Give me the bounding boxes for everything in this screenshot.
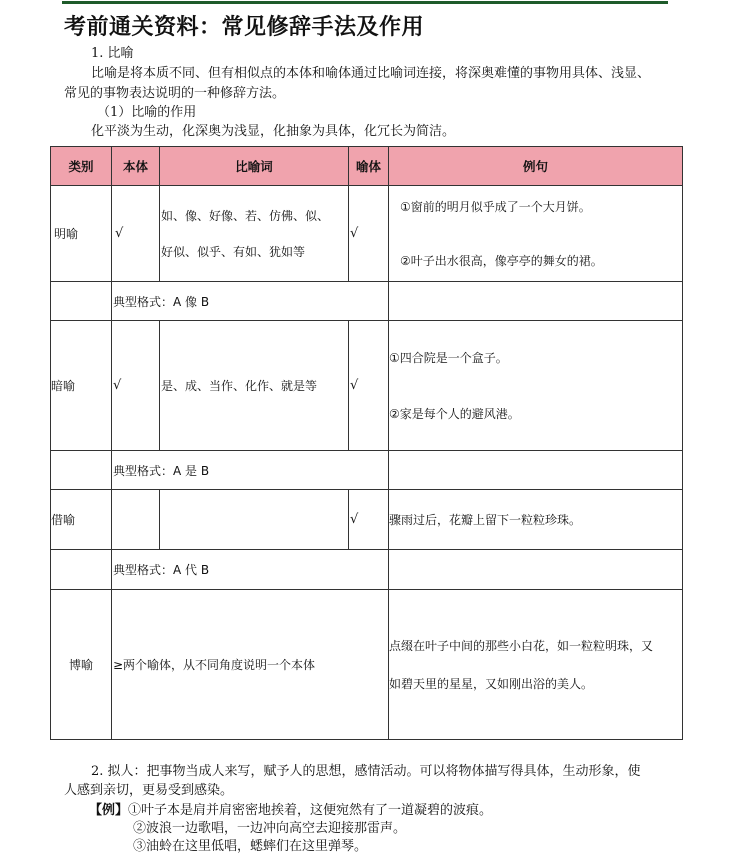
example-sentence: ②家是每个人的避风港。 <box>389 406 520 421</box>
words-line: 好似、似乎、有如、犹如等 <box>161 244 306 259</box>
empty-cell <box>51 282 112 321</box>
empty-cell <box>160 490 349 550</box>
example-label: 【例】 <box>89 803 129 818</box>
personification-example2: ②波浪一边歌唱，一边冲向高空去迎接那雷声。 <box>133 821 407 836</box>
tick-mark: √ <box>349 321 389 451</box>
table-row <box>51 321 683 451</box>
top-rule <box>62 1 668 4</box>
example-line: 如碧天里的星星，又如刚出浴的美人。 <box>389 676 594 691</box>
format-jieyu: 典型格式：A 代 B <box>112 550 389 590</box>
example-text: ①叶子本是肩并肩密密地挨着，这便宛然有了一道凝碧的波痕。 <box>128 803 493 818</box>
header-category: 类别 <box>51 147 112 186</box>
table-header-row <box>51 147 683 186</box>
empty-cell <box>389 282 683 321</box>
tick-mark: √ <box>349 186 389 282</box>
category-boyu: 博喻 <box>51 590 112 740</box>
header-vehicle: 喻体 <box>349 147 389 186</box>
description-boyu: ≥两个喻体，从不同角度说明一个本体 <box>112 590 389 740</box>
examples-mingyu <box>389 186 683 282</box>
examples-anyu <box>389 321 683 451</box>
empty-cell <box>51 550 112 590</box>
table-row <box>51 550 683 590</box>
category-jieyu: 借喻 <box>51 490 112 550</box>
category-anyu: 暗喻 <box>51 321 112 451</box>
table-row <box>51 451 683 490</box>
personification-example3: ③油蛉在这里低唱，蟋蟀们在这里弹琴。 <box>133 839 368 854</box>
words-line: 如、像、好像、若、仿佛、似、 <box>161 208 330 223</box>
section1-heading: 1. 比喻 <box>91 46 134 61</box>
format-mingyu: 典型格式：A 像 B <box>112 282 389 321</box>
category-mingyu: 明喻 <box>51 186 112 282</box>
table-row <box>51 282 683 321</box>
example-line: 点缀在叶子中间的那些小白花，如一粒粒明珠，又 <box>389 638 654 653</box>
tick-mark: √ <box>112 321 160 451</box>
empty-cell <box>51 451 112 490</box>
personification-line2: 人感到亲切，更易受到感染。 <box>64 783 234 798</box>
comparison-words-mingyu <box>160 186 349 282</box>
metaphor-table <box>50 146 683 740</box>
definition-line2: 常见的事物表达说明的一种修辞方法。 <box>64 86 286 101</box>
example-sentence: ①四合院是一个盒子。 <box>389 350 508 365</box>
personification-example1 <box>89 801 492 821</box>
page-title: 考前通关资料：常见修辞手法及作用 <box>64 14 425 40</box>
example-sentence: ②叶子出水很高，像亭亭的舞女的裙。 <box>400 254 603 268</box>
definition-line1: 比喻是将本质不同、但有相似点的本体和喻体通过比喻词连接，将深奥难懂的事物用具体、浅显、 <box>91 66 651 81</box>
header-comparison-words: 比喻词 <box>160 147 349 186</box>
example-jieyu: 骤雨过后，花瓣上留下一粒粒珍珠。 <box>389 490 683 550</box>
table-row <box>51 490 683 550</box>
effect-text: 化平淡为生动，化深奥为浅显，化抽象为具体，化冗长为简洁。 <box>91 124 456 139</box>
format-anyu: 典型格式：A 是 B <box>112 451 389 490</box>
comparison-words-anyu: 是、成、当作、化作、就是等 <box>160 321 349 451</box>
header-examples: 例句 <box>389 147 683 186</box>
table-row <box>51 590 683 740</box>
table-row <box>51 186 683 282</box>
header-tenor: 本体 <box>112 147 160 186</box>
tick-mark: √ <box>112 186 160 282</box>
empty-cell <box>389 550 683 590</box>
tick-mark: √ <box>349 490 389 550</box>
personification-line1: 2. 拟人：把事物当成人来写，赋予人的思想，感情活动。可以将物体描写得具体，生动形象，使 <box>91 764 641 779</box>
empty-cell <box>389 451 683 490</box>
example-sentence: ①窗前的明月似乎成了一个大月饼。 <box>400 200 591 214</box>
examples-boyu <box>389 590 683 740</box>
empty-cell <box>112 490 160 550</box>
effect-subheading: （1）比喻的作用 <box>97 105 197 120</box>
